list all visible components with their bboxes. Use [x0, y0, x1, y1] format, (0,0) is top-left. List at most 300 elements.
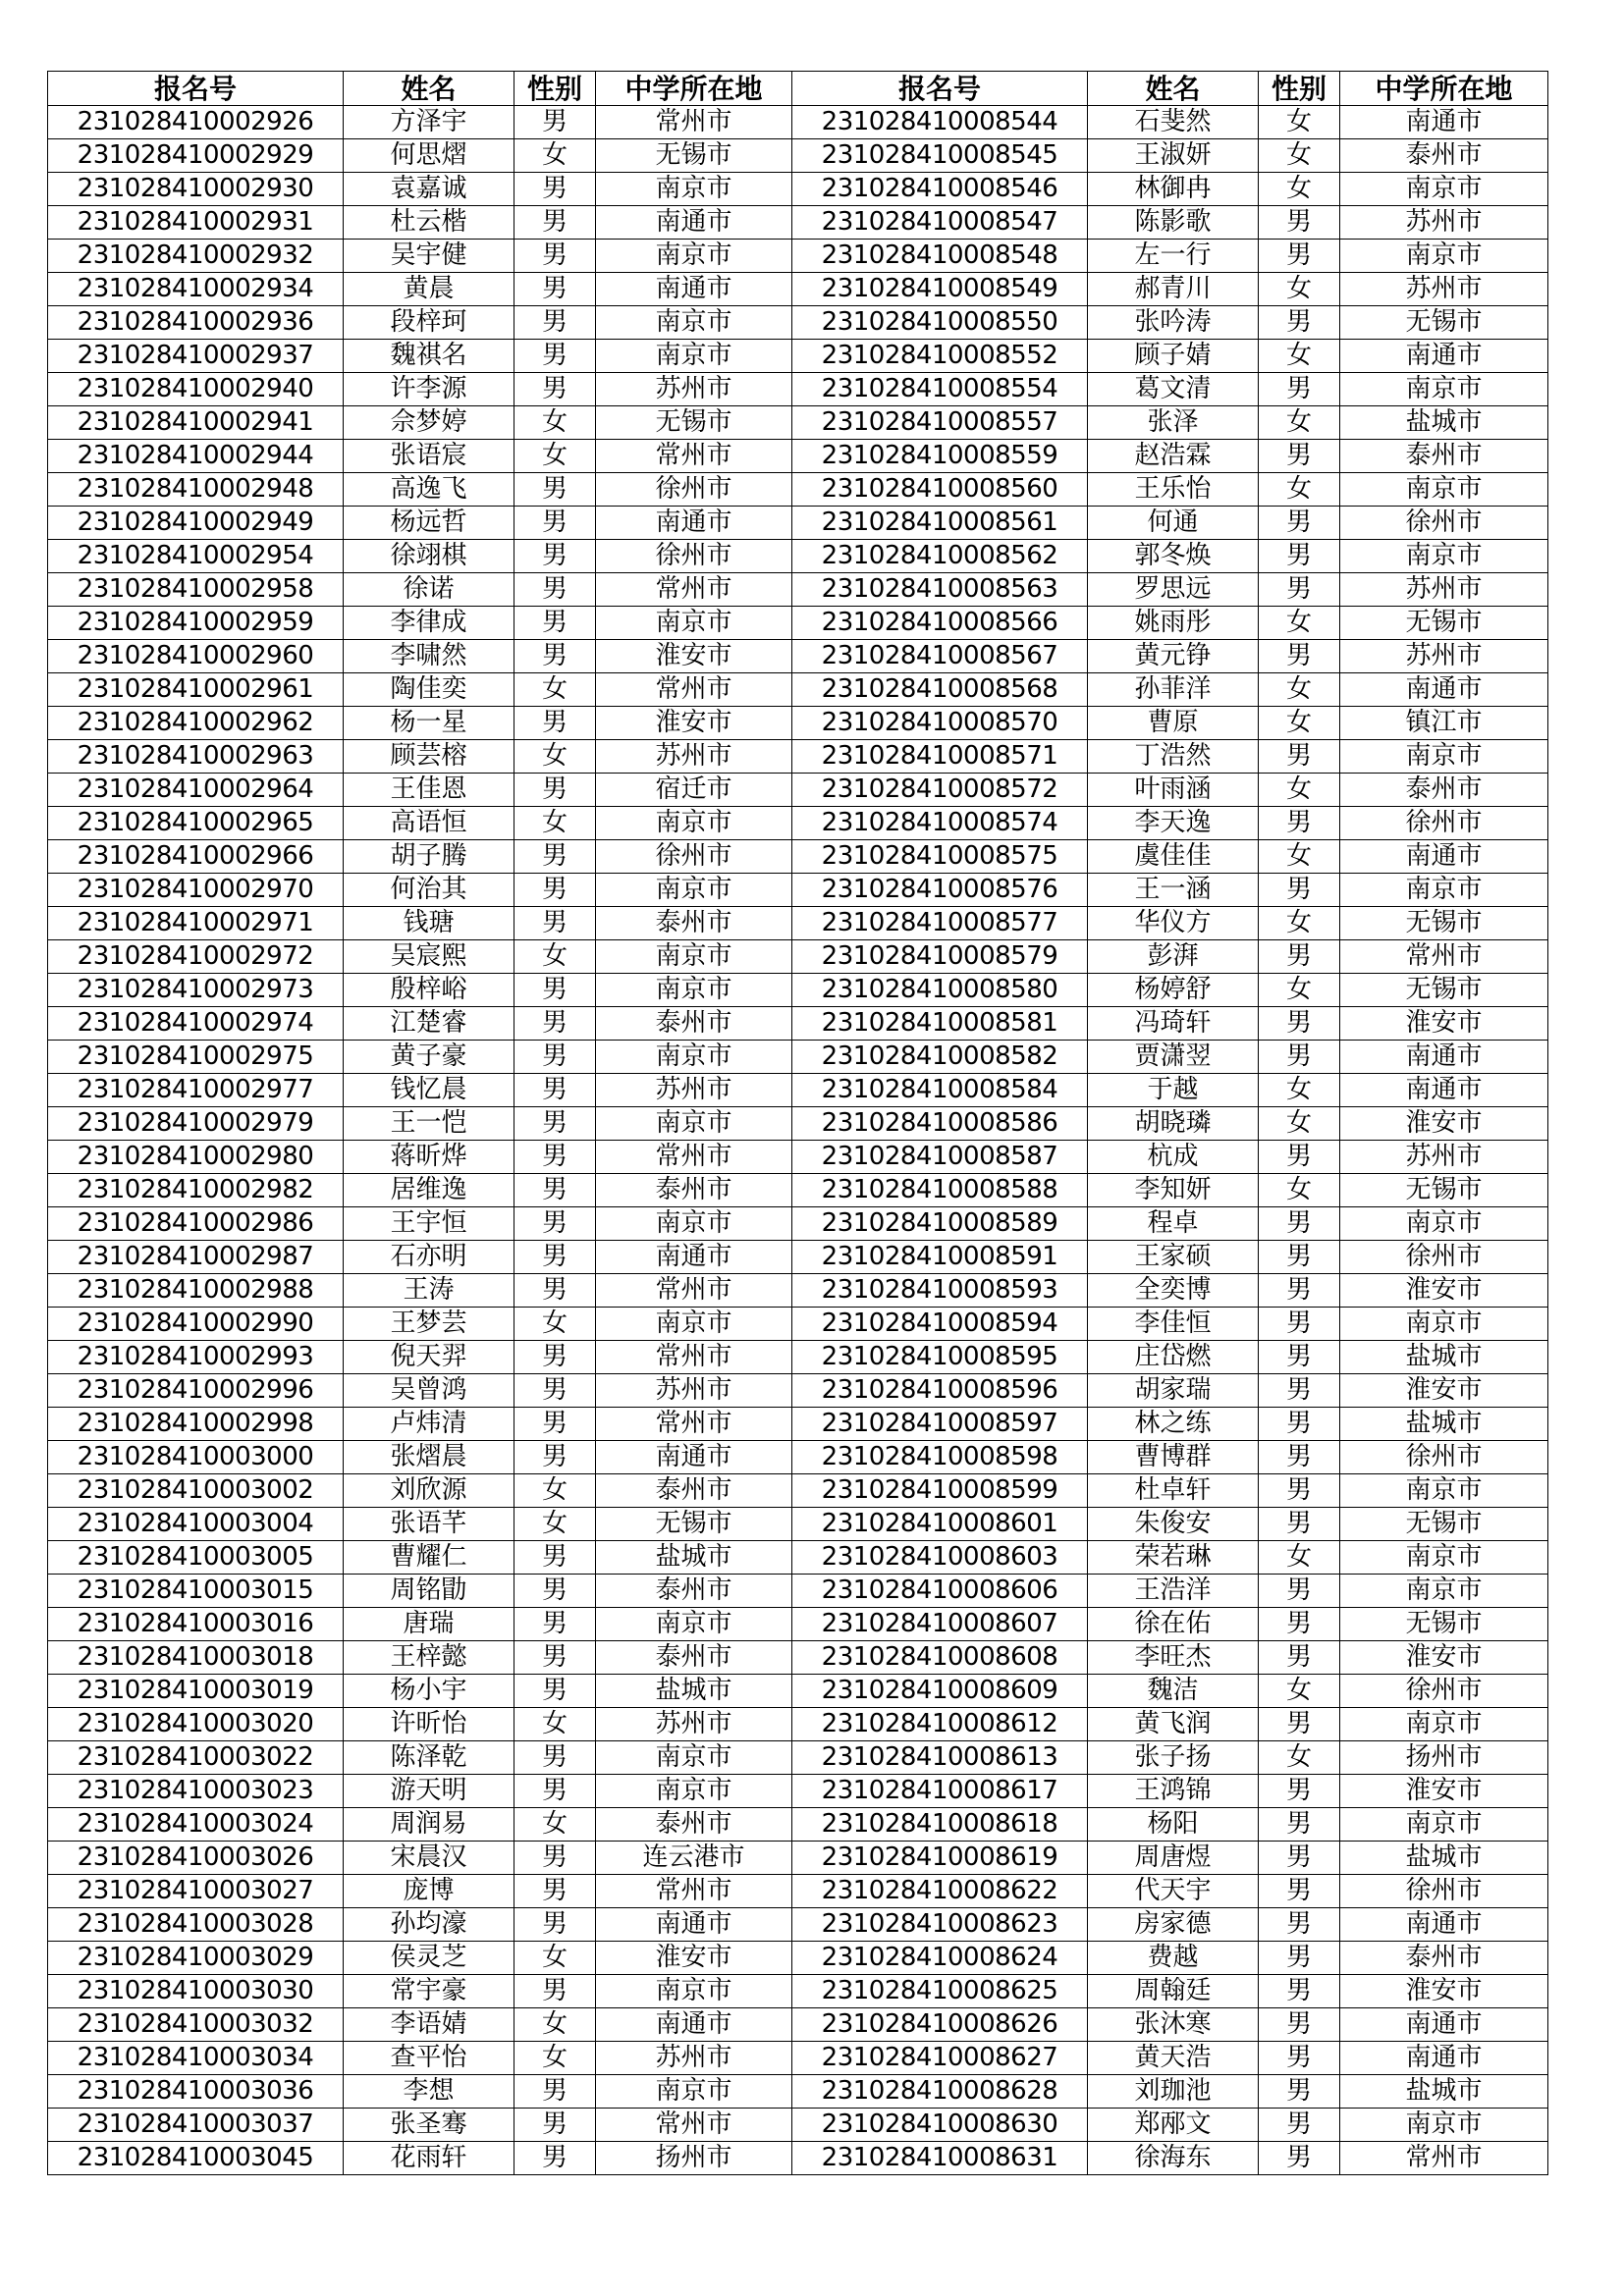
cell-registration-no: 231028410002982: [48, 1174, 344, 1207]
cell-gender-2: 男: [1259, 306, 1340, 340]
cell-school-location-2: 苏州市: [1340, 573, 1548, 607]
cell-registration-no-2: 231028410008608: [792, 1641, 1088, 1675]
cell-school-location: 连云港市: [596, 1842, 792, 1875]
cell-school-location-2: 徐州市: [1340, 507, 1548, 540]
cell-gender: 男: [514, 1541, 596, 1575]
cell-gender-2: 男: [1259, 940, 1340, 974]
cell-registration-no-2: 231028410008595: [792, 1341, 1088, 1374]
cell-name: 张圣骞: [344, 2109, 514, 2142]
cell-registration-no-2: 231028410008547: [792, 206, 1088, 240]
table-row: [48, 1741, 1548, 1775]
cell-gender: 男: [514, 1675, 596, 1708]
cell-school-location: 南京市: [596, 940, 792, 974]
cell-school-location: 徐州市: [596, 473, 792, 507]
table-row: [48, 473, 1548, 507]
table-row: [48, 1675, 1548, 1708]
cell-gender: 男: [514, 240, 596, 273]
cell-school-location-2: 无锡市: [1340, 907, 1548, 940]
cell-name: 蒋昕烨: [344, 1141, 514, 1174]
cell-school-location: 苏州市: [596, 1708, 792, 1741]
cell-name-2: 石斐然: [1088, 106, 1259, 139]
cell-school-location: 泰州市: [596, 1474, 792, 1508]
cell-name: 何思熠: [344, 139, 514, 173]
cell-registration-no-2: 231028410008627: [792, 2042, 1088, 2075]
cell-school-location-2: 淮安市: [1340, 1975, 1548, 2008]
table-row: [48, 2142, 1548, 2175]
cell-school-location-2: 南京市: [1340, 1541, 1548, 1575]
table-row: [48, 740, 1548, 774]
cell-school-location-2: 泰州市: [1340, 1942, 1548, 1975]
cell-school-location: 徐州市: [596, 840, 792, 874]
cell-name-2: 冯琦轩: [1088, 1007, 1259, 1041]
cell-registration-no-2: 231028410008597: [792, 1408, 1088, 1441]
cell-gender-2: 男: [1259, 2008, 1340, 2042]
cell-name: 张语宸: [344, 440, 514, 473]
header-name: 姓名: [344, 72, 514, 106]
cell-gender-2: 女: [1259, 1741, 1340, 1775]
cell-name: 徐翊棋: [344, 540, 514, 573]
cell-gender: 男: [514, 640, 596, 673]
cell-registration-no: 231028410002960: [48, 640, 344, 673]
cell-gender: 男: [514, 1274, 596, 1308]
cell-registration-no-2: 231028410008599: [792, 1474, 1088, 1508]
cell-registration-no: 231028410003029: [48, 1942, 344, 1975]
cell-gender-2: 男: [1259, 440, 1340, 473]
cell-registration-no: 231028410002974: [48, 1007, 344, 1041]
cell-school-location: 淮安市: [596, 707, 792, 740]
cell-school-location-2: 无锡市: [1340, 1508, 1548, 1541]
cell-school-location: 南京市: [596, 1608, 792, 1641]
cell-school-location: 苏州市: [596, 1374, 792, 1408]
cell-name-2: 王鸿锦: [1088, 1775, 1259, 1808]
cell-name: 段梓珂: [344, 306, 514, 340]
cell-registration-no: 231028410003032: [48, 2008, 344, 2042]
cell-name: 石亦明: [344, 1241, 514, 1274]
cell-gender-2: 女: [1259, 707, 1340, 740]
cell-registration-no-2: 231028410008560: [792, 473, 1088, 507]
cell-gender-2: 女: [1259, 1541, 1340, 1575]
cell-gender: 男: [514, 907, 596, 940]
cell-gender-2: 男: [1259, 1308, 1340, 1341]
cell-name: 侯灵芝: [344, 1942, 514, 1975]
cell-registration-no-2: 231028410008593: [792, 1274, 1088, 1308]
cell-gender: 男: [514, 707, 596, 740]
cell-name-2: 林御冉: [1088, 173, 1259, 206]
cell-school-location: 泰州市: [596, 1007, 792, 1041]
header-name-2: 姓名: [1088, 72, 1259, 106]
cell-gender: 男: [514, 540, 596, 573]
cell-school-location-2: 淮安市: [1340, 1007, 1548, 1041]
cell-name-2: 彭湃: [1088, 940, 1259, 974]
cell-gender: 男: [514, 1207, 596, 1241]
cell-registration-no-2: 231028410008625: [792, 1975, 1088, 2008]
cell-gender: 女: [514, 2042, 596, 2075]
table-row: [48, 2008, 1548, 2042]
cell-registration-no-2: 231028410008568: [792, 673, 1088, 707]
cell-school-location-2: 无锡市: [1340, 974, 1548, 1007]
cell-registration-no-2: 231028410008544: [792, 106, 1088, 139]
cell-gender-2: 男: [1259, 1508, 1340, 1541]
cell-school-location: 南京市: [596, 173, 792, 206]
cell-registration-no: 231028410003024: [48, 1808, 344, 1842]
cell-name: 孙均濠: [344, 1908, 514, 1942]
cell-name-2: 华仪方: [1088, 907, 1259, 940]
cell-registration-no-2: 231028410008626: [792, 2008, 1088, 2042]
cell-name-2: 周翰廷: [1088, 1975, 1259, 2008]
cell-name: 胡子腾: [344, 840, 514, 874]
table-row: [48, 507, 1548, 540]
cell-school-location-2: 泰州市: [1340, 440, 1548, 473]
cell-name: 杜云楷: [344, 206, 514, 240]
cell-school-location: 泰州市: [596, 907, 792, 940]
header-gender-2: 性别: [1259, 72, 1340, 106]
cell-registration-no: 231028410002949: [48, 507, 344, 540]
cell-name: 唐瑞: [344, 1608, 514, 1641]
header-registration-no: 报名号: [48, 72, 344, 106]
cell-school-location: 泰州市: [596, 1641, 792, 1675]
cell-gender-2: 男: [1259, 1641, 1340, 1675]
cell-registration-no-2: 231028410008612: [792, 1708, 1088, 1741]
cell-gender: 男: [514, 173, 596, 206]
cell-name-2: 陈影歌: [1088, 206, 1259, 240]
table-row: [48, 540, 1548, 573]
cell-registration-no: 231028410003023: [48, 1775, 344, 1808]
cell-gender: 男: [514, 1775, 596, 1808]
cell-name: 顾芸榕: [344, 740, 514, 774]
cell-school-location: 南京市: [596, 1207, 792, 1241]
cell-gender-2: 男: [1259, 540, 1340, 573]
cell-school-location: 淮安市: [596, 640, 792, 673]
cell-registration-no-2: 231028410008554: [792, 373, 1088, 406]
cell-school-location-2: 南京市: [1340, 2109, 1548, 2142]
table-row: [48, 1641, 1548, 1675]
cell-school-location-2: 苏州市: [1340, 273, 1548, 306]
cell-gender: 男: [514, 1641, 596, 1675]
cell-registration-no: 231028410002962: [48, 707, 344, 740]
cell-registration-no-2: 231028410008624: [792, 1942, 1088, 1975]
cell-name: 许李源: [344, 373, 514, 406]
cell-school-location-2: 南京市: [1340, 1575, 1548, 1608]
cell-school-location-2: 盐城市: [1340, 1842, 1548, 1875]
cell-school-location: 盐城市: [596, 1675, 792, 1708]
cell-school-location: 苏州市: [596, 373, 792, 406]
table-row: [48, 974, 1548, 1007]
cell-registration-no-2: 231028410008576: [792, 874, 1088, 907]
cell-school-location: 扬州市: [596, 2142, 792, 2175]
cell-name-2: 程卓: [1088, 1207, 1259, 1241]
cell-gender-2: 男: [1259, 1975, 1340, 2008]
cell-school-location: 南京市: [596, 607, 792, 640]
cell-gender: 男: [514, 1875, 596, 1908]
cell-gender-2: 男: [1259, 1441, 1340, 1474]
cell-gender-2: 男: [1259, 373, 1340, 406]
cell-gender: 男: [514, 1975, 596, 2008]
table-row: [48, 1041, 1548, 1074]
cell-name-2: 于越: [1088, 1074, 1259, 1107]
cell-school-location-2: 徐州市: [1340, 1875, 1548, 1908]
cell-school-location-2: 无锡市: [1340, 306, 1548, 340]
cell-registration-no: 231028410003002: [48, 1474, 344, 1508]
cell-school-location: 常州市: [596, 573, 792, 607]
cell-name: 王涛: [344, 1274, 514, 1308]
cell-name-2: 葛文清: [1088, 373, 1259, 406]
cell-school-location-2: 苏州市: [1340, 206, 1548, 240]
cell-gender: 男: [514, 573, 596, 607]
cell-school-location-2: 盐城市: [1340, 1408, 1548, 1441]
cell-gender-2: 女: [1259, 673, 1340, 707]
cell-name: 杨一星: [344, 707, 514, 740]
cell-gender: 男: [514, 607, 596, 640]
cell-registration-no-2: 231028410008594: [792, 1308, 1088, 1341]
cell-registration-no-2: 231028410008572: [792, 774, 1088, 807]
cell-registration-no-2: 231028410008566: [792, 607, 1088, 640]
cell-gender: 男: [514, 840, 596, 874]
cell-registration-no-2: 231028410008571: [792, 740, 1088, 774]
cell-name-2: 赵浩霖: [1088, 440, 1259, 473]
cell-registration-no-2: 231028410008550: [792, 306, 1088, 340]
cell-name-2: 张沐寒: [1088, 2008, 1259, 2042]
cell-gender: 男: [514, 874, 596, 907]
cell-name-2: 徐海东: [1088, 2142, 1259, 2175]
cell-school-location-2: 南京市: [1340, 540, 1548, 573]
table-row: [48, 673, 1548, 707]
cell-registration-no-2: 231028410008586: [792, 1107, 1088, 1141]
cell-registration-no-2: 231028410008603: [792, 1541, 1088, 1575]
cell-school-location: 常州市: [596, 673, 792, 707]
cell-name: 陈泽乾: [344, 1741, 514, 1775]
cell-school-location: 泰州市: [596, 1174, 792, 1207]
cell-name-2: 何通: [1088, 507, 1259, 540]
cell-name: 李律成: [344, 607, 514, 640]
cell-gender: 女: [514, 1308, 596, 1341]
cell-registration-no-2: 231028410008628: [792, 2075, 1088, 2109]
cell-registration-no: 231028410002961: [48, 673, 344, 707]
cell-name: 吴宇健: [344, 240, 514, 273]
cell-gender: 男: [514, 1074, 596, 1107]
cell-registration-no: 231028410002963: [48, 740, 344, 774]
cell-gender-2: 女: [1259, 1174, 1340, 1207]
cell-gender: 男: [514, 1174, 596, 1207]
cell-registration-no: 231028410002929: [48, 139, 344, 173]
table-row: [48, 1474, 1548, 1508]
cell-school-location: 盐城市: [596, 1541, 792, 1575]
cell-registration-no: 231028410002926: [48, 106, 344, 139]
table-row: [48, 573, 1548, 607]
cell-school-location-2: 淮安市: [1340, 1641, 1548, 1675]
cell-school-location-2: 南通市: [1340, 1041, 1548, 1074]
cell-school-location-2: 徐州市: [1340, 807, 1548, 840]
cell-gender-2: 男: [1259, 640, 1340, 673]
cell-gender-2: 女: [1259, 774, 1340, 807]
table-row: [48, 940, 1548, 974]
cell-name-2: 李天逸: [1088, 807, 1259, 840]
cell-registration-no-2: 231028410008591: [792, 1241, 1088, 1274]
cell-school-location-2: 无锡市: [1340, 1174, 1548, 1207]
cell-gender: 女: [514, 1708, 596, 1741]
cell-gender-2: 男: [1259, 2075, 1340, 2109]
table-row: [48, 907, 1548, 940]
cell-gender: 男: [514, 206, 596, 240]
cell-name-2: 杨阳: [1088, 1808, 1259, 1842]
cell-gender: 男: [514, 1908, 596, 1942]
cell-name: 王梦芸: [344, 1308, 514, 1341]
cell-school-location: 常州市: [596, 1141, 792, 1174]
cell-school-location-2: 泰州市: [1340, 139, 1548, 173]
cell-name-2: 房家德: [1088, 1908, 1259, 1942]
cell-gender: 男: [514, 106, 596, 139]
table-row: [48, 106, 1548, 139]
cell-gender-2: 男: [1259, 240, 1340, 273]
cell-registration-no: 231028410003015: [48, 1575, 344, 1608]
cell-gender-2: 男: [1259, 1274, 1340, 1308]
table-row: [48, 1174, 1548, 1207]
cell-gender: 男: [514, 473, 596, 507]
cell-registration-no-2: 231028410008562: [792, 540, 1088, 573]
cell-school-location: 宿迁市: [596, 774, 792, 807]
cell-registration-no: 231028410002973: [48, 974, 344, 1007]
cell-school-location: 南京市: [596, 1741, 792, 1775]
table-row: [48, 1875, 1548, 1908]
cell-name: 李想: [344, 2075, 514, 2109]
cell-name: 吴曾鸿: [344, 1374, 514, 1408]
table-row: [48, 1541, 1548, 1575]
cell-name-2: 王家硕: [1088, 1241, 1259, 1274]
cell-school-location: 常州市: [596, 2109, 792, 2142]
cell-name: 许昕怡: [344, 1708, 514, 1741]
cell-name-2: 曹原: [1088, 707, 1259, 740]
cell-name-2: 王一涵: [1088, 874, 1259, 907]
table-row: [48, 306, 1548, 340]
header-registration-no-2: 报名号: [792, 72, 1088, 106]
table-row: [48, 173, 1548, 206]
cell-gender: 男: [514, 1241, 596, 1274]
cell-school-location-2: 徐州市: [1340, 1441, 1548, 1474]
cell-school-location-2: 淮安市: [1340, 1374, 1548, 1408]
table-row: [48, 840, 1548, 874]
cell-registration-no: 231028410002934: [48, 273, 344, 306]
cell-name: 王梓懿: [344, 1641, 514, 1675]
cell-gender-2: 男: [1259, 2042, 1340, 2075]
cell-name-2: 周唐煜: [1088, 1842, 1259, 1875]
table-row: [48, 1608, 1548, 1641]
cell-school-location: 常州市: [596, 440, 792, 473]
cell-school-location: 南京市: [596, 1107, 792, 1141]
cell-name: 周铭勖: [344, 1575, 514, 1608]
cell-school-location-2: 南通市: [1340, 673, 1548, 707]
cell-name-2: 胡家瑞: [1088, 1374, 1259, 1408]
cell-gender: 男: [514, 1107, 596, 1141]
cell-registration-no-2: 231028410008598: [792, 1441, 1088, 1474]
cell-registration-no-2: 231028410008561: [792, 507, 1088, 540]
cell-gender-2: 男: [1259, 1241, 1340, 1274]
cell-school-location-2: 苏州市: [1340, 1141, 1548, 1174]
cell-gender: 女: [514, 940, 596, 974]
cell-name: 方泽宇: [344, 106, 514, 139]
cell-name-2: 丁浩然: [1088, 740, 1259, 774]
cell-gender-2: 男: [1259, 1141, 1340, 1174]
cell-name: 查平怡: [344, 2042, 514, 2075]
cell-school-location-2: 南京市: [1340, 240, 1548, 273]
cell-gender: 女: [514, 2008, 596, 2042]
cell-school-location: 南通市: [596, 273, 792, 306]
table-row: [48, 607, 1548, 640]
cell-registration-no: 231028410002988: [48, 1274, 344, 1308]
cell-gender: 男: [514, 1608, 596, 1641]
cell-registration-no: 231028410003020: [48, 1708, 344, 1741]
cell-registration-no: 231028410003030: [48, 1975, 344, 2008]
cell-name: 庞博: [344, 1875, 514, 1908]
cell-school-location-2: 南京市: [1340, 1474, 1548, 1508]
cell-name: 张熠晨: [344, 1441, 514, 1474]
table-row: [48, 1775, 1548, 1808]
table-row: [48, 1808, 1548, 1842]
table-row: [48, 273, 1548, 306]
cell-registration-no: 231028410003028: [48, 1908, 344, 1942]
cell-registration-no-2: 231028410008559: [792, 440, 1088, 473]
cell-registration-no-2: 231028410008613: [792, 1741, 1088, 1775]
cell-school-location: 苏州市: [596, 1074, 792, 1107]
cell-name: 周润易: [344, 1808, 514, 1842]
cell-registration-no: 231028410002979: [48, 1107, 344, 1141]
cell-gender: 女: [514, 807, 596, 840]
cell-registration-no: 231028410003000: [48, 1441, 344, 1474]
cell-registration-no: 231028410002971: [48, 907, 344, 940]
cell-name-2: 全奕博: [1088, 1274, 1259, 1308]
cell-gender: 女: [514, 440, 596, 473]
cell-gender-2: 男: [1259, 1341, 1340, 1374]
cell-school-location-2: 盐城市: [1340, 2075, 1548, 2109]
cell-school-location: 南通市: [596, 1441, 792, 1474]
cell-school-location-2: 南京市: [1340, 1308, 1548, 1341]
table-row: [48, 1341, 1548, 1374]
table-row: [48, 1575, 1548, 1608]
cell-registration-no: 231028410002941: [48, 406, 344, 440]
cell-name-2: 叶雨涵: [1088, 774, 1259, 807]
cell-gender-2: 男: [1259, 507, 1340, 540]
cell-name-2: 李佳恒: [1088, 1308, 1259, 1341]
cell-gender-2: 男: [1259, 1007, 1340, 1041]
cell-name-2: 胡晓璘: [1088, 1107, 1259, 1141]
cell-name: 王佳恩: [344, 774, 514, 807]
cell-school-location: 南京市: [596, 1775, 792, 1808]
cell-registration-no: 231028410003045: [48, 2142, 344, 2175]
cell-gender-2: 男: [1259, 874, 1340, 907]
cell-registration-no-2: 231028410008575: [792, 840, 1088, 874]
cell-school-location: 无锡市: [596, 1508, 792, 1541]
cell-name-2: 姚雨彤: [1088, 607, 1259, 640]
cell-school-location: 南通市: [596, 2008, 792, 2042]
cell-gender: 女: [514, 1474, 596, 1508]
cell-name: 徐诺: [344, 573, 514, 607]
cell-registration-no-2: 231028410008580: [792, 974, 1088, 1007]
cell-name: 江楚睿: [344, 1007, 514, 1041]
table-row: [48, 874, 1548, 907]
cell-name: 高语恒: [344, 807, 514, 840]
cell-name: 殷梓峪: [344, 974, 514, 1007]
cell-name-2: 费越: [1088, 1942, 1259, 1975]
cell-school-location: 南京市: [596, 340, 792, 373]
cell-gender: 男: [514, 273, 596, 306]
cell-gender-2: 男: [1259, 206, 1340, 240]
table-row: [48, 1074, 1548, 1107]
cell-school-location: 南京市: [596, 807, 792, 840]
cell-name-2: 李知妍: [1088, 1174, 1259, 1207]
cell-school-location: 常州市: [596, 1274, 792, 1308]
cell-name: 钱瑭: [344, 907, 514, 940]
cell-school-location: 南通市: [596, 507, 792, 540]
cell-registration-no-2: 231028410008622: [792, 1875, 1088, 1908]
cell-school-location: 南京市: [596, 1975, 792, 2008]
